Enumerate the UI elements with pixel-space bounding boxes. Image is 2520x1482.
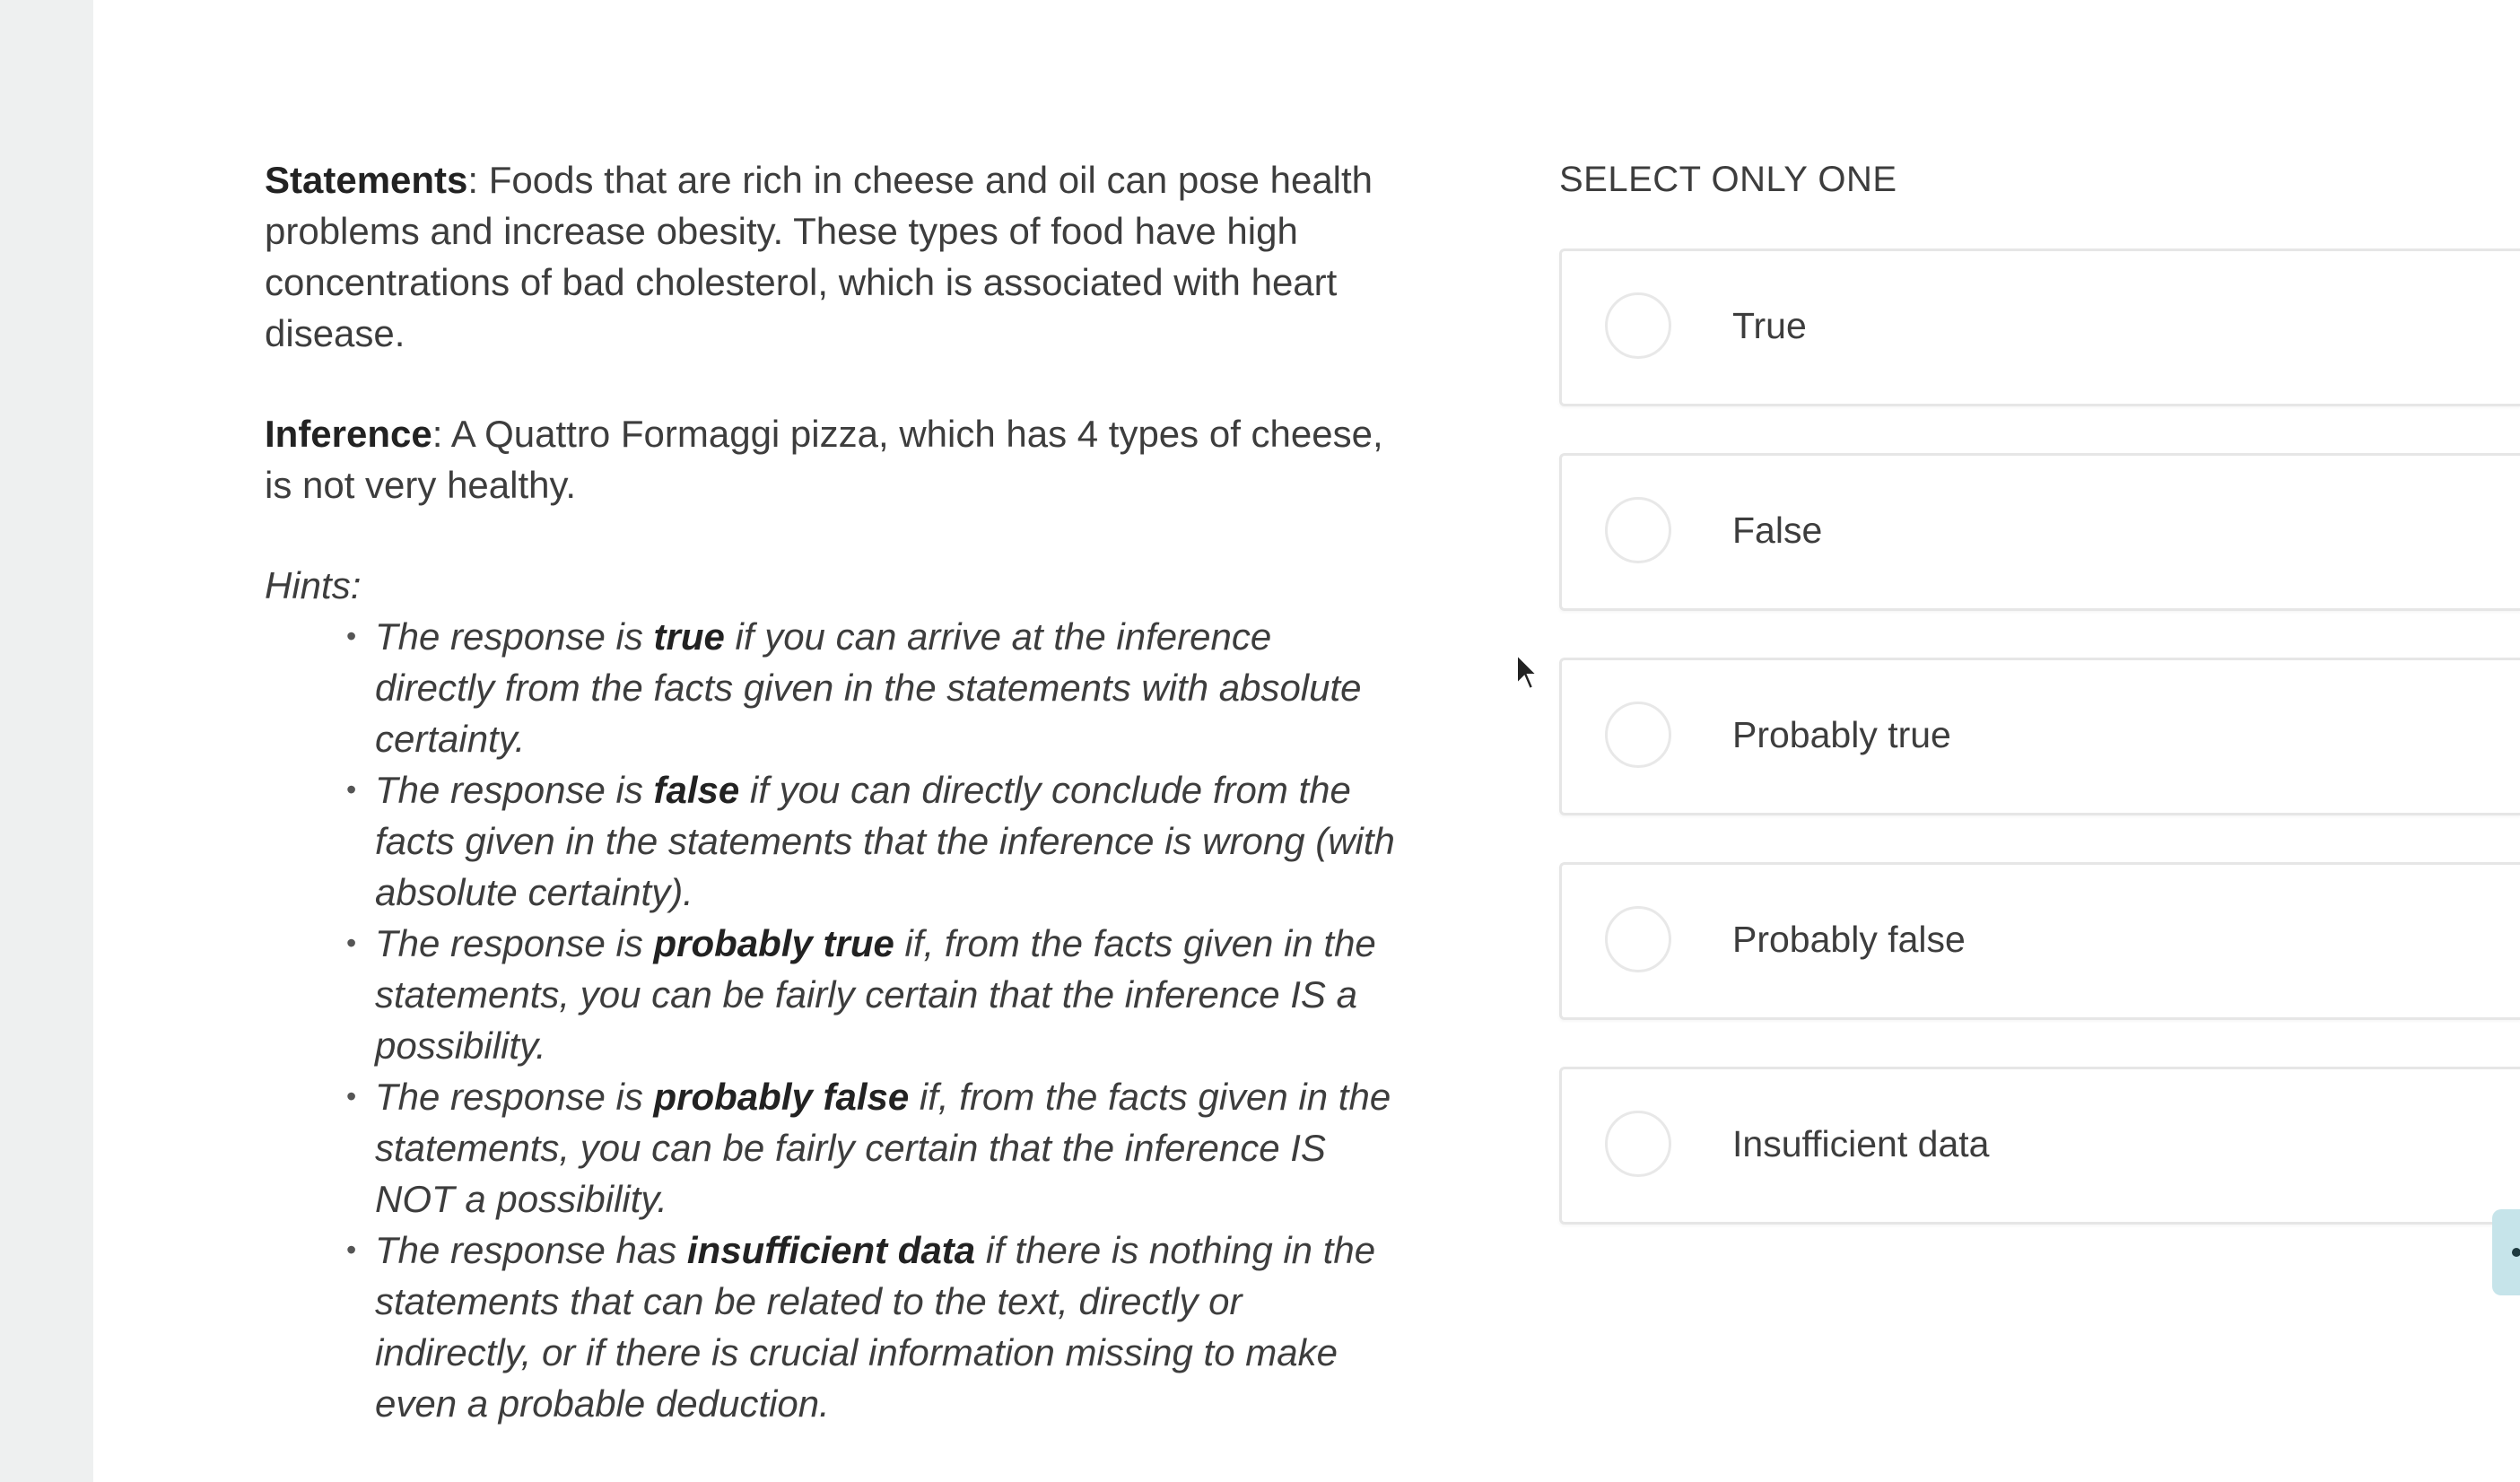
hint-item: • The response is false if you can directly conclude from the facts given in the statements that the inference is wrong (with absolute certainty). [375,764,1395,918]
chat-dot [2512,1248,2520,1257]
hints-title: Hints: [265,564,362,606]
hint-keyword: probably false [653,1076,910,1118]
option-label: False [1732,510,1823,551]
inference-text: : A Quattro Formaggi pizza, which has 4 types of cheese, is not very healthy. [265,413,1383,506]
question-panel [265,154,1395,1429]
hint-keyword: probably true [653,922,894,964]
radio-button-icon[interactable] [1605,497,1671,563]
mouse-pointer-icon [1515,653,1539,693]
hint-item: • The response has insufficient data if there is nothing in the statements that can be related to the text, directly or indirectly, or if there is crucial information missing to make even a probable deduction. [375,1225,1395,1429]
hint-item: • The response is probably false if, from the facts given in the statements, you can be fairly certain that the inference IS NOT a possibility. [375,1071,1395,1225]
option-label: Probably false [1732,919,1966,960]
option-true[interactable] [1559,248,2520,406]
hint-keyword: false [653,769,740,811]
hint-item: • The response is true if you can arrive at the inference directly from the facts given in the statements with absolute certainty. [375,611,1395,764]
option-label: True [1732,305,1807,346]
option-probably-true[interactable] [1559,658,2520,815]
radio-button-icon[interactable] [1605,1111,1671,1177]
option-probably-false[interactable] [1559,862,2520,1020]
inference-paragraph [265,408,1395,510]
chat-bubble-icon[interactable] [2492,1209,2520,1295]
radio-button-icon[interactable] [1605,906,1671,972]
question-page [93,0,2520,1482]
hint-keyword: true [653,615,725,658]
statements-paragraph [265,154,1395,359]
inference-label: Inference [265,413,432,455]
radio-button-icon[interactable] [1605,702,1671,768]
option-label: Insufficient data [1732,1123,1990,1164]
statements-label: Statements [265,159,468,201]
select-only-one-label: SELECT ONLY ONE [1559,160,1897,199]
statements-text: : Foods that are rich in cheese and oil can pose health problems and increase obesity. These types of food have high concentrations of bad cholesterol, which is associated with heart disease. [265,159,1373,354]
option-insufficient-data[interactable] [1559,1067,2520,1225]
option-false[interactable] [1559,453,2520,611]
radio-button-icon[interactable] [1605,292,1671,359]
answer-panel [1559,154,2520,1271]
option-label: Probably true [1732,714,1951,755]
hint-keyword: insufficient data [686,1229,976,1271]
hint-item: • The response is probably true if, from the facts given in the statements, you can be fairly certain that the inference IS a possibility. [375,918,1395,1071]
hints-list [265,611,1395,1429]
